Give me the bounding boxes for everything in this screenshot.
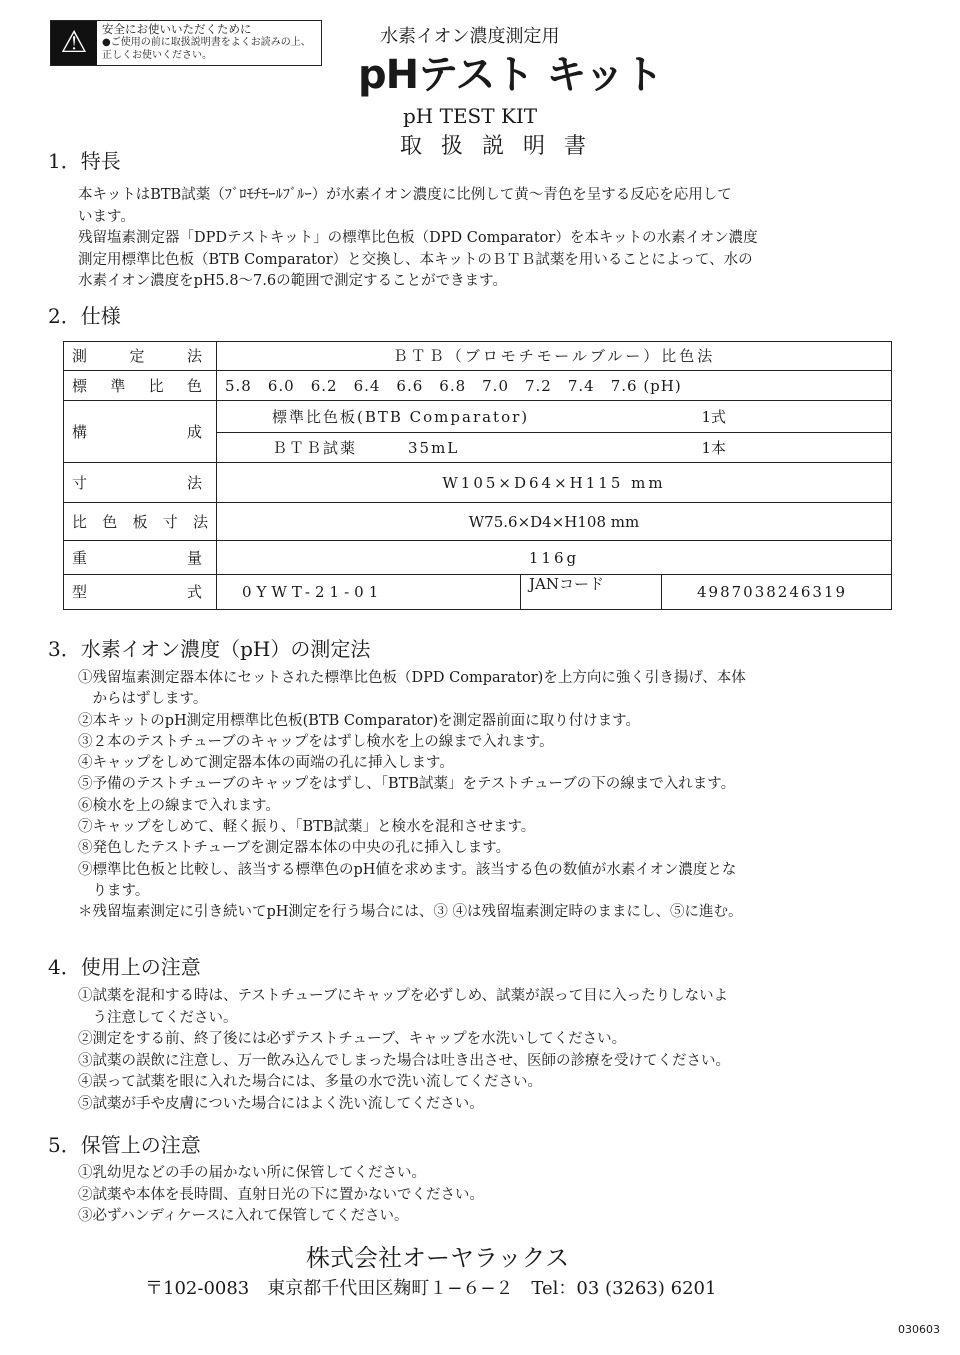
usage-cautions (78, 986, 730, 1115)
warning-triangle-icon: ⚠ (51, 21, 97, 65)
text-line: ⑥検水を上の線まで入れます。 (78, 797, 280, 814)
english-title: pH TEST KIT (403, 104, 538, 128)
text-line: ④誤って試薬を眼に入れた場合には、多量の水で洗い流してください。 (78, 1074, 542, 1090)
text-line: ります。 (78, 882, 150, 899)
document-code: 030603 (898, 1323, 940, 1336)
company-address: 〒102-0083 東京都千代田区麹町１−６−２ Tel：03 (3263) 6201 (145, 1278, 717, 1299)
text-line: ⑧発色したテストチューブを測定器本体の中央の孔に挿入します。 (78, 840, 511, 857)
text-line: ①残留塩素測定器本体にセットされた標準比色板（DPD Comparator)を上方向に強く引き揚げ、本体 (78, 670, 746, 686)
section-heading: 2．仕様 (48, 304, 121, 328)
text-line: ＊残留塩素測定に引き続いてpH測定を行う場合には、③ ④は残留塩素測定時のままにし、⑤に進む。 (78, 904, 743, 921)
text-line: ⑦キャップをしめて、軽く振り、「BTB試薬」と検水を混和させます。 (78, 819, 536, 836)
section-heading: 3．水素イオン濃度（pH）の測定法 (48, 637, 371, 661)
text-line: ①乳幼児などの手の届かない所に保管してください。 (78, 1165, 426, 1181)
spec-table (63, 341, 892, 610)
table-row: 比色板寸法 W75.6×D4×H108 mm (64, 503, 892, 541)
text-line: ③２本のテストチューブのキャップをはずし検水を上の線まで入れます。 (78, 733, 554, 750)
text-line: ⑤試薬が手や皮膚についた場合にはよく洗い流してください。 (78, 1095, 484, 1112)
text-line: 本キットはBTB試薬（ﾌﾞﾛﾓﾁﾓｰﾙﾌﾞﾙｰ）が水素イオン濃度に比例して黄〜青色を呈する反応を応用して (78, 187, 732, 203)
table-row: ＢＴＢ試薬 35mL 1本 (64, 433, 892, 463)
text-line: 水素イオン濃度をpH5.8〜7.6の範囲で測定することができます。 (78, 273, 507, 289)
table-row: 型式 0YWT-21-01 JANコード 4987038246319 (64, 575, 892, 610)
table-row: 測定法 ＢＴＢ（ブロモチモールブルー）比色法 (64, 342, 892, 371)
section-heading: 4．使用上の注意 (48, 955, 201, 979)
table-row: 重量 116g (64, 541, 892, 575)
text-line: ④キャップをしめて測定器本体の両端の孔に挿入します。 (78, 755, 454, 772)
text-line: ⑨標準比色板と比較し、該当する標準色のpH値を求めます。該当する色の数値が水素イオン濃度とな (78, 861, 737, 878)
subtitle: 水素イオン濃度測定用 (380, 26, 560, 47)
section-heading: 5．保管上の注意 (48, 1133, 201, 1157)
features-text (78, 185, 758, 293)
text-line: ②本キットのpH測定用標準比色板(BTB Comparator)を測定器前面に取り付けます。 (78, 712, 640, 729)
warning-line: 正しくお使いください。 (102, 50, 212, 61)
text-line: ②試薬や本体を長時間、直射日光の下に置かないでください。 (78, 1186, 484, 1203)
table-row: 構成 標準比色板(BTB Comparator) 1式 (64, 401, 892, 433)
warning-line: ●ご使用の前に取扱説明書をよくお読みの上、 (102, 37, 311, 48)
text-line: ⑤予備のテストチューブのキャップをはずし、「BTB試薬」をテストチューブの下の線まで入れます。 (78, 776, 736, 793)
table-row: 寸法 W105×D64×H115 mm (64, 463, 892, 503)
section-heading: 1．特長 (48, 149, 121, 173)
company-name: 株式会社オーヤラックス (306, 1244, 570, 1272)
text-line: からはずします。 (78, 691, 208, 708)
warning-line: 安全にお使いいただくために (102, 22, 252, 36)
text-line: います。 (78, 208, 135, 225)
text-line: 測定用標準比色板（BTB Comparator）と交換し、本キットのＢＴＢ試薬を用いることによって、水の (78, 251, 753, 268)
table-row: 標準比色 5.8 6.0 6.2 6.4 6.6 6.8 7.0 7.2 7.4 7.6 (pH) (64, 371, 892, 401)
text-line: 残留塩素測定器「DPDテストキット」の標準比色板（DPD Comparator）を本キットの水素イオン濃度 (78, 230, 758, 246)
safety-warning-box (50, 20, 322, 66)
text-line: ③必ずハンディケースに入れて保管してください。 (78, 1208, 409, 1224)
text-line: ②測定をする前、終了後には必ずテストチューブ、キャップを水洗いしてください。 (78, 1031, 627, 1047)
text-line: う注意してください。 (78, 1009, 238, 1026)
product-title: pHテスト キット (358, 52, 663, 98)
text-line: ①試薬を混和する時は、テストチューブにキャップを必ずしめ、試薬が誤って目に入ったりしないよ (78, 988, 729, 1004)
method-text (78, 668, 746, 924)
storage-cautions (78, 1163, 484, 1228)
text-line: ③試薬の誤飲に注意し、万一飲み込んでしまった場合は吐き出させ、医師の診療を受けてください。 (78, 1052, 731, 1069)
document-title: 取 扱 説 明 書 (400, 134, 592, 159)
